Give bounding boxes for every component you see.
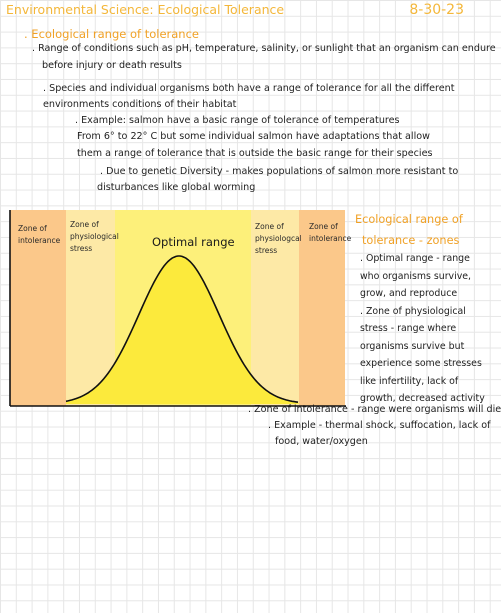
note-line: disturbances like global worming: [97, 182, 256, 193]
note-line: From 6° to 22° C but some individual salmon have adaptations that allow: [77, 131, 430, 142]
note-line: them a range of tolerance that is outside the basic range for their species: [77, 148, 433, 159]
sidebar-heading: tolerance - zones: [362, 234, 460, 247]
zone4-label: Zone of: [255, 222, 284, 231]
sidebar-line: growth, decreased activity: [360, 393, 485, 404]
note-line: . Range of conditions such as pH, temperature, salinity, or sunlight that an organism can endure: [32, 43, 496, 54]
zone2-label: Zone of: [70, 220, 99, 229]
zone2-label: stress: [70, 244, 93, 253]
bottom-note: food, water/oxygen: [275, 436, 368, 447]
note-line: . Example: salmon have a basic range of tolerance of temperatures: [75, 115, 400, 126]
zone4-label: stress: [255, 246, 278, 255]
sidebar-line: who organisms survive,: [360, 270, 472, 282]
sidebar-heading: Ecological range of: [355, 213, 463, 226]
sidebar-notes: [360, 250, 485, 408]
zone4-label: physiologcal: [255, 234, 302, 243]
sidebar-line: . Zone of physiological: [360, 305, 466, 317]
sidebar-line: like infertility, lack of: [360, 375, 459, 387]
page-title: Environmental Science: Ecological Tolerance: [6, 2, 285, 17]
bottom-note: . Zone of intolerance - range were organisms will die: [248, 404, 501, 415]
sidebar-line: experience some stresses: [360, 358, 482, 369]
zone2-label: physiological: [70, 232, 119, 241]
zone5-label: intolerance: [309, 234, 352, 243]
note-line: . Species and individual organisms both have a range of tolerance for all the different: [43, 83, 455, 94]
page-date: 8-30-23: [409, 2, 464, 18]
sidebar-line: stress - range where: [360, 323, 457, 334]
sidebar-line: organisms survive but: [360, 340, 465, 352]
note-line: before injury or death results: [42, 60, 182, 71]
bottom-note: . Example - thermal shock, suffocation, lack of: [268, 420, 491, 431]
zone1-label: Zone of: [18, 224, 47, 233]
zone5-label: Zone of: [309, 222, 338, 231]
section-heading: . Ecological range of tolerance: [24, 27, 199, 41]
note-line: environments conditions of their habitat: [43, 99, 237, 110]
note-line: . Due to genetic Diversity - makes populations of salmon more resistant to: [100, 166, 459, 177]
zone1-label: intolerance: [18, 236, 61, 245]
optimal-range-label: Optimal range: [152, 235, 235, 249]
sidebar-line: . Optimal range - range: [360, 253, 470, 264]
sidebar-line: grow, and reproduce: [360, 288, 458, 299]
tolerance-diagram: [8, 206, 352, 411]
